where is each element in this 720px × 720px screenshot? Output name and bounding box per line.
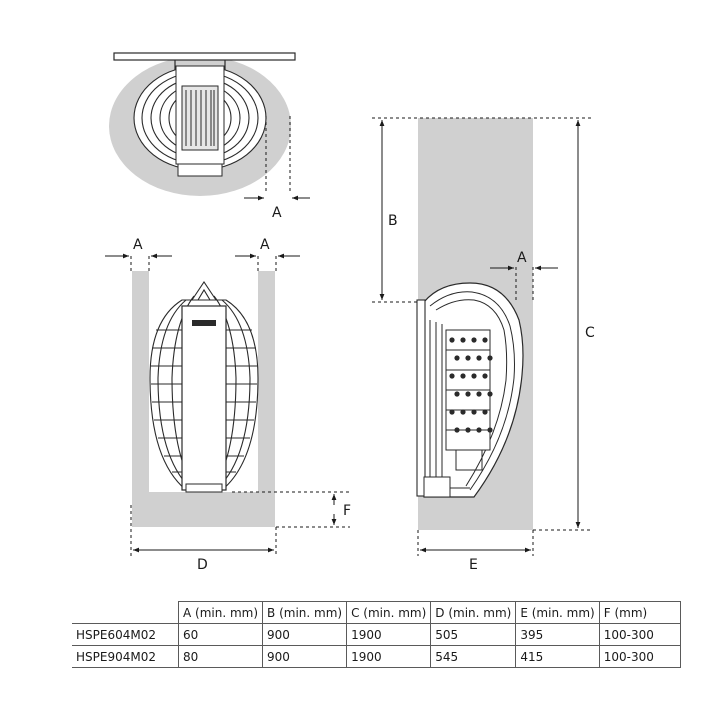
table-cell: 1900: [347, 624, 431, 646]
side-dim-label-c: C: [585, 325, 595, 341]
table-header-cell: A (min. mm): [179, 602, 263, 624]
table-cell: 100-300: [599, 646, 680, 668]
side-wall-bracket: [417, 300, 425, 496]
perforation-hole: [454, 427, 459, 432]
table-header-cell: B (min. mm): [263, 602, 347, 624]
table-cell: 60: [179, 624, 263, 646]
front-dim-label-a-left: A: [133, 237, 143, 253]
perforation-hole: [482, 409, 487, 414]
clearance-spec-table: [72, 601, 681, 668]
table-cell: 545: [431, 646, 516, 668]
perforation-hole: [487, 427, 492, 432]
perforation-hole: [476, 391, 481, 396]
front-heater-base: [186, 484, 222, 492]
front-dim-label-f: F: [343, 503, 352, 519]
perforation-hole: [460, 337, 465, 342]
front-dim-label-d: D: [197, 557, 208, 573]
front-dim-label-a-right: A: [260, 237, 270, 253]
front-heater-column: [182, 306, 226, 490]
top-dim-label-a: A: [272, 205, 282, 221]
side-dimension-c: [533, 120, 592, 530]
table-cell: 900: [263, 646, 347, 668]
perforation-hole: [471, 373, 476, 378]
perforation-hole: [454, 391, 459, 396]
perforation-hole: [465, 391, 470, 396]
table-row: [72, 624, 680, 646]
perforation-hole: [482, 373, 487, 378]
front-heater-logo: [192, 320, 216, 326]
table-cell: 1900: [347, 646, 431, 668]
front-dimension-a-right: [235, 256, 300, 272]
table-cell: 900: [263, 624, 347, 646]
table-cell: 415: [516, 646, 599, 668]
front-clearance-floor: [132, 492, 275, 527]
table-header-cell: [72, 602, 179, 624]
wall-plate: [114, 53, 295, 60]
table-header-cell: F (mm): [599, 602, 680, 624]
table-cell: 505: [431, 624, 516, 646]
perforation-hole: [454, 355, 459, 360]
front-view: [105, 237, 351, 573]
table-cell: 395: [516, 624, 599, 646]
top-view: [109, 53, 310, 221]
perforation-hole: [465, 427, 470, 432]
side-dim-label-a: A: [517, 250, 527, 266]
table-header-cell: E (min. mm): [516, 602, 599, 624]
perforation-hole: [449, 409, 454, 414]
front-clearance-left: [132, 271, 149, 527]
front-dimension-a-left: [105, 256, 172, 272]
side-view: [372, 118, 595, 573]
table-cell: 80: [179, 646, 263, 668]
table-cell: 100-300: [599, 624, 680, 646]
perforation-hole: [449, 337, 454, 342]
top-heater-core: [176, 66, 224, 176]
front-clearance-right: [258, 271, 275, 527]
model-cell: HSPE904M02: [72, 646, 179, 668]
perforation-hole: [487, 391, 492, 396]
perforation-hole: [476, 427, 481, 432]
perforation-hole: [465, 355, 470, 360]
side-dim-label-e: E: [469, 557, 478, 573]
perforation-hole: [449, 373, 454, 378]
side-dim-label-b: B: [388, 213, 398, 229]
perforation-hole: [460, 373, 465, 378]
table-header-cell: D (min. mm): [431, 602, 516, 624]
perforation-hole: [471, 409, 476, 414]
perforation-hole: [460, 409, 465, 414]
side-dimension-e: [418, 530, 533, 556]
perforation-hole: [482, 337, 487, 342]
perforation-hole: [471, 337, 476, 342]
model-cell: HSPE604M02: [72, 624, 179, 646]
perforation-hole: [487, 355, 492, 360]
table-header-row: [72, 602, 680, 624]
table-row: [72, 646, 680, 668]
side-heater-bottom: [424, 477, 450, 497]
table-header-cell: C (min. mm): [347, 602, 431, 624]
perforation-hole: [476, 355, 481, 360]
